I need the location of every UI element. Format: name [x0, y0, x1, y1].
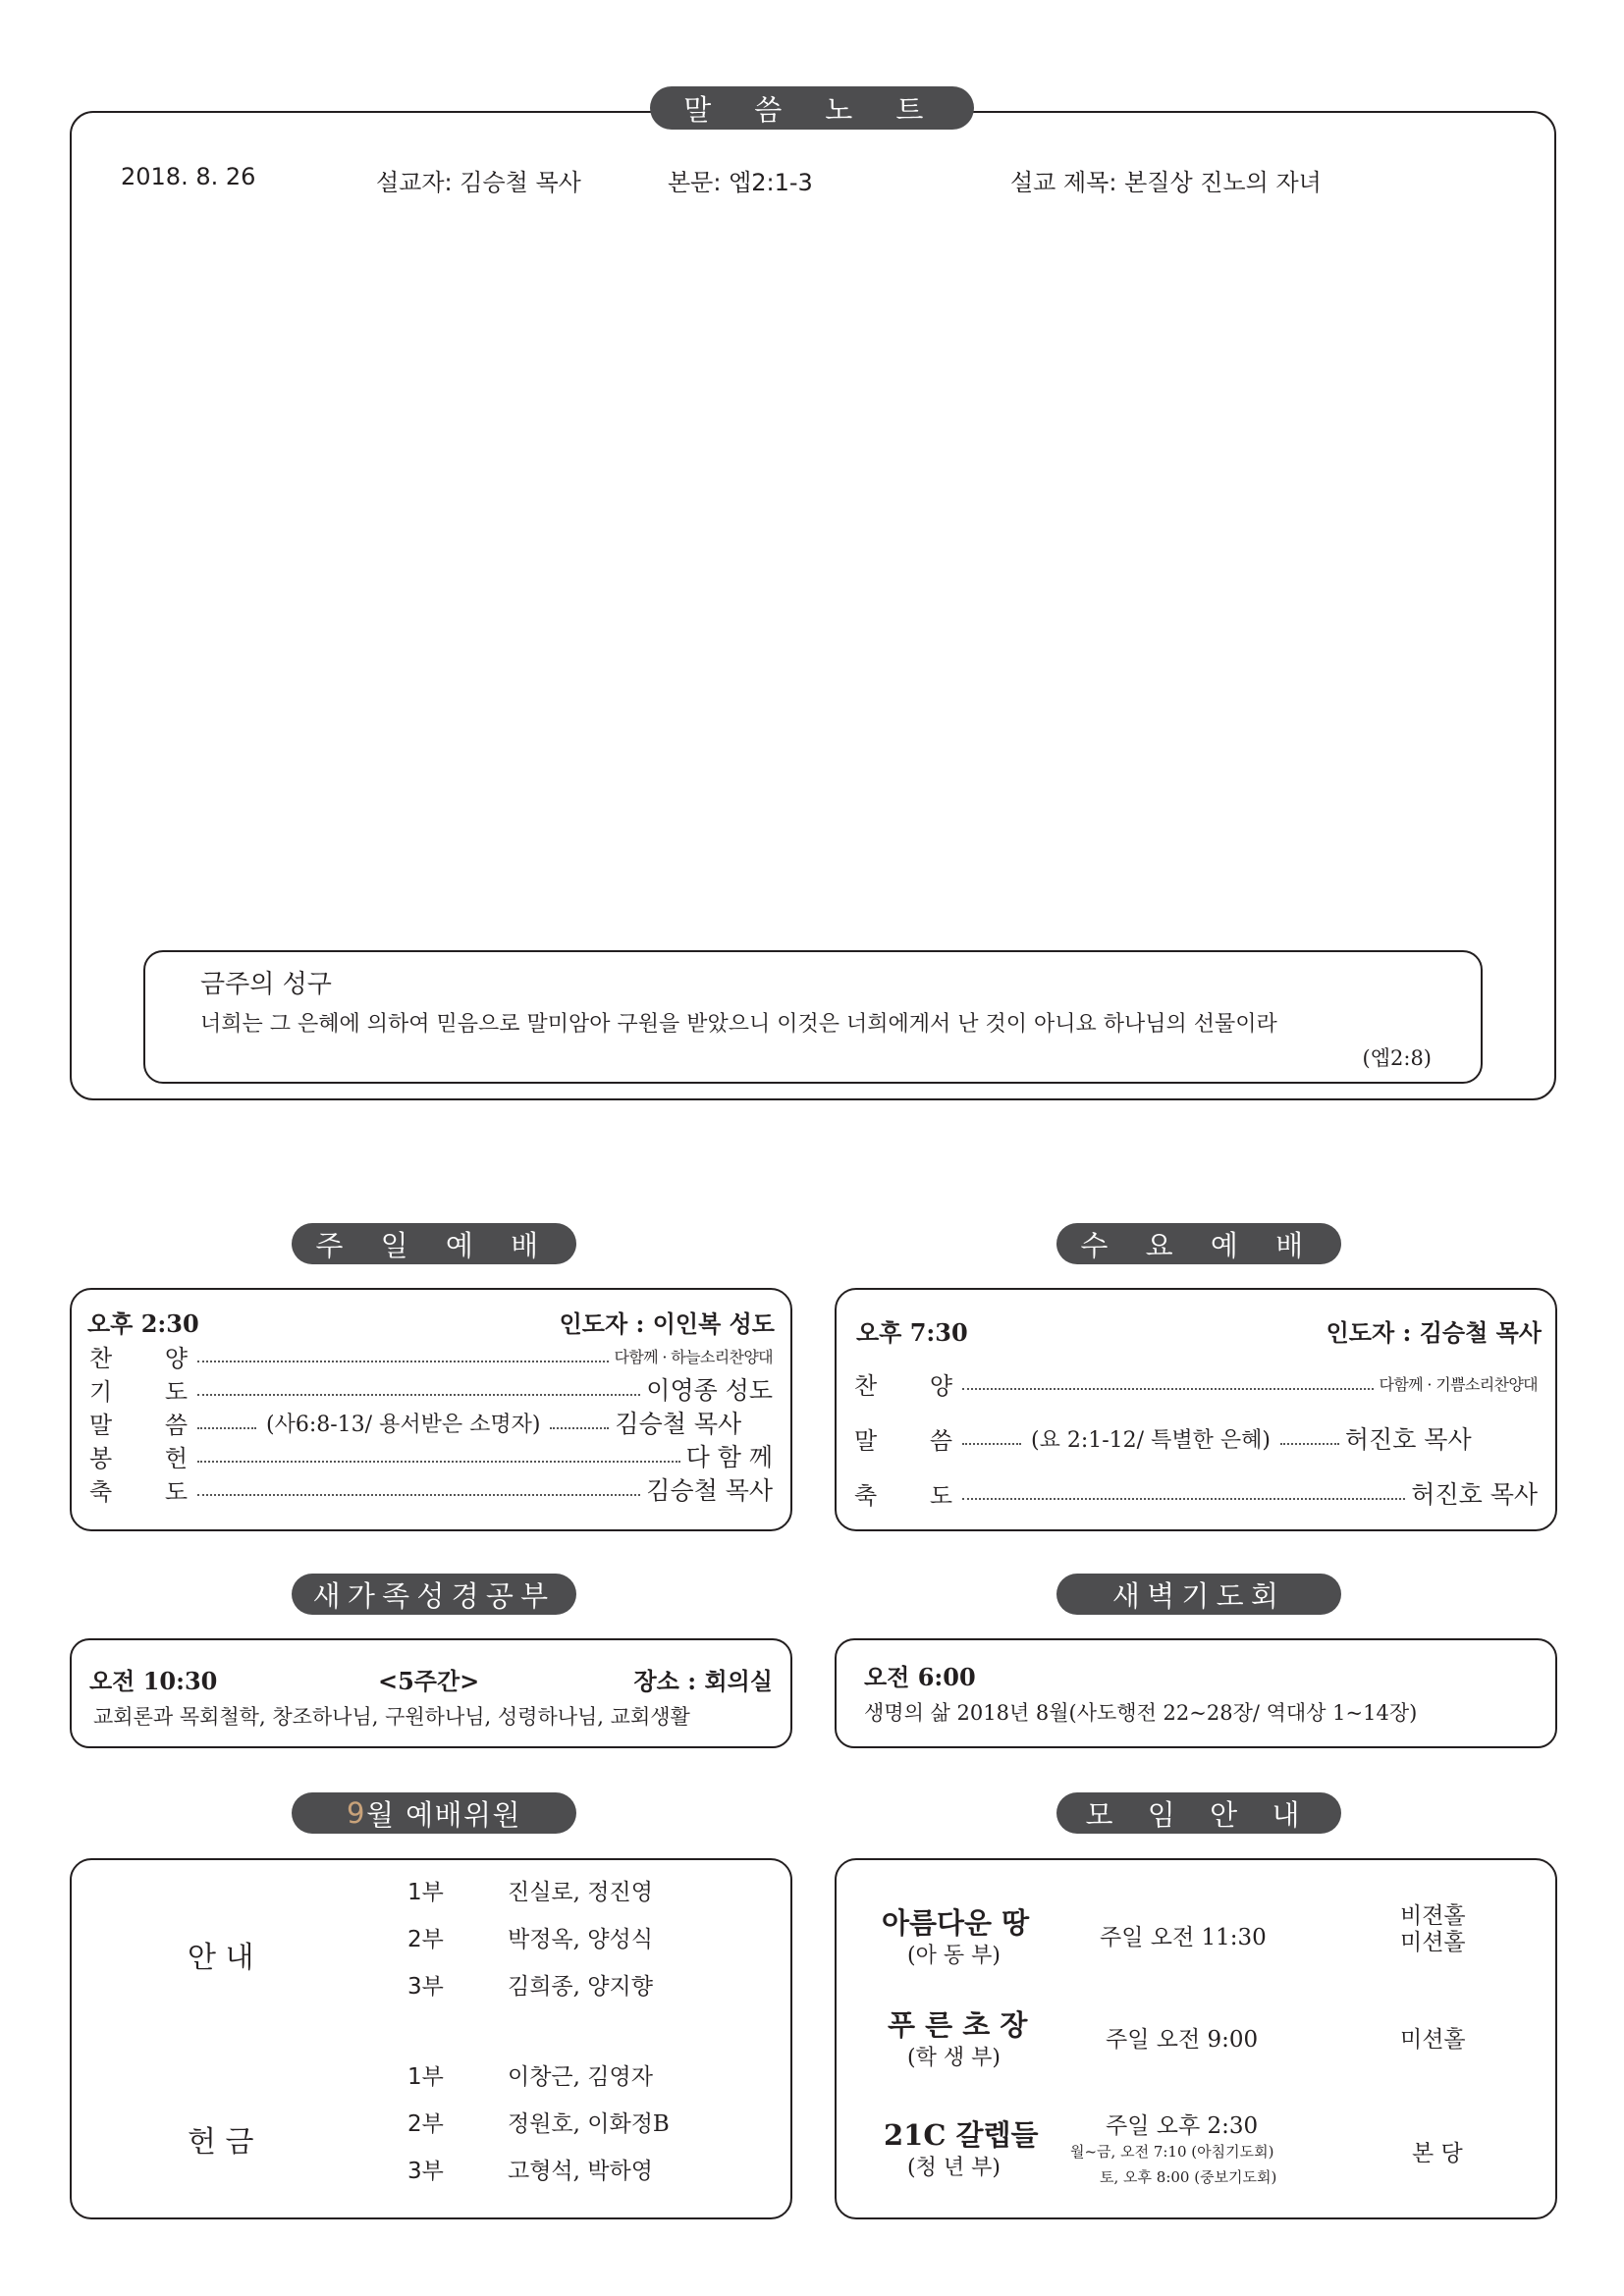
sermon-passage: 본문: 엡2:1-3	[668, 169, 813, 196]
service-row	[89, 1339, 773, 1372]
meeting-subtime: 토, 오후 8:00 (중보기도회)	[1100, 2168, 1277, 2186]
label-char: 축	[854, 1481, 878, 1510]
meeting-name: 아름다운 땅	[882, 1906, 1030, 1940]
service-row	[89, 1439, 773, 1472]
service-part: 2부	[407, 1927, 444, 1952]
meetings-title: 모 임 안 내	[1056, 1792, 1341, 1834]
service-row-passage: (요 2:1-12/ 특별한 은혜)	[1031, 1427, 1271, 1453]
service-row-label	[89, 1472, 191, 1507]
dot-leader	[197, 1461, 680, 1463]
service-row-label	[854, 1366, 956, 1401]
dot-leader	[962, 1388, 1374, 1390]
committee-names: 김희종, 양지향	[508, 1974, 653, 2000]
sermon-title: 설교 제목: 본질상 진노의 자녀	[1010, 169, 1322, 196]
meeting-dept: (학 생 부)	[907, 2046, 1001, 2070]
service-row-person: 허진호 목사	[1411, 1480, 1538, 1509]
service-row	[854, 1476, 1538, 1510]
sermon-note-title: 말 씀 노 트	[650, 86, 974, 130]
bible-study-place: 장소 : 회의실	[633, 1667, 773, 1695]
label-char: 도	[929, 1481, 952, 1510]
dawn-prayer-box	[835, 1638, 1557, 1748]
service-row	[89, 1406, 773, 1439]
dot-leader	[962, 1443, 1021, 1445]
label-char: 기	[89, 1377, 113, 1406]
bible-study-duration: <5주간>	[378, 1667, 480, 1695]
service-row-person: 다함께 · 하늘소리찬양대	[614, 1347, 773, 1366]
meeting-subtime: 월~금, 오전 7:10 (아침기도회)	[1070, 2143, 1274, 2161]
service-row	[854, 1366, 1538, 1400]
sermon-date: 2018. 8. 26	[121, 163, 256, 190]
wednesday-time: 오후 7:30	[856, 1318, 968, 1347]
meeting-time: 주일 오전 9:00	[1106, 2027, 1259, 2053]
bible-study-topics: 교회론과 목회철학, 창조하나님, 구원하나님, 성령하나님, 교회생활	[93, 1705, 690, 1729]
label-char: 씀	[164, 1411, 188, 1439]
dawn-prayer-title: 새벽기도회	[1056, 1574, 1341, 1615]
september-box	[70, 1858, 792, 2219]
meetings-box	[835, 1858, 1557, 2219]
wednesday-service-title: 수 요 예 배	[1056, 1223, 1341, 1264]
label-char: 헌	[164, 1444, 188, 1472]
service-row-person: 허진호 목사	[1344, 1425, 1472, 1454]
service-row-person: 다 함 께	[685, 1443, 773, 1471]
bible-study-time: 오전 10:30	[89, 1667, 218, 1695]
committee-names: 고형석, 박하영	[508, 2159, 653, 2184]
label-char: 봉	[89, 1444, 113, 1472]
dot-leader	[197, 1494, 640, 1496]
dot-leader	[962, 1498, 1405, 1500]
weekly-verse-box	[143, 950, 1483, 1084]
service-part: 1부	[407, 1880, 444, 1905]
meeting-time: 주일 오후 2:30	[1106, 2113, 1259, 2139]
service-row	[854, 1421, 1538, 1455]
service-row-person: 다함께 · 기쁨소리찬양대	[1379, 1374, 1538, 1394]
service-row-label	[89, 1372, 191, 1407]
bible-study-title: 새가족성경공부	[292, 1574, 576, 1615]
wednesday-service-box	[835, 1288, 1557, 1531]
committee-names: 이창근, 김영자	[508, 2064, 653, 2090]
label-char: 찬	[854, 1371, 878, 1400]
service-row-person: 이영종 성도	[646, 1376, 773, 1405]
sunday-time: 오후 2:30	[87, 1309, 199, 1338]
label-char: 양	[164, 1344, 188, 1372]
dawn-prayer-time: 오전 6:00	[864, 1663, 976, 1691]
september-title-num: 9	[347, 1796, 366, 1830]
label-char: 찬	[89, 1344, 113, 1372]
dot-leader	[197, 1361, 609, 1362]
dot-leader	[197, 1427, 256, 1429]
service-row	[89, 1372, 773, 1406]
label-char: 도	[164, 1477, 188, 1506]
meeting-place: 본 당	[1412, 2141, 1463, 2166]
usher-label: 안 내	[188, 1941, 254, 1975]
service-row-passage: (사6:8-13/ 용서받은 소명자)	[266, 1412, 541, 1437]
sunday-service-title: 주 일 예 배	[292, 1223, 576, 1264]
weekly-verse-text: 너희는 그 은혜에 의하여 믿음으로 말미암아 구원을 받았으니 이것은 너희에게서 난 것이 아니요 하나님의 선물이라	[200, 1012, 1277, 1037]
dot-leader	[550, 1427, 609, 1429]
service-row-label	[854, 1476, 956, 1511]
service-part: 3부	[407, 1974, 444, 2000]
meeting-time: 주일 오전 11:30	[1100, 1925, 1267, 1950]
label-char: 씀	[929, 1426, 952, 1455]
service-row	[89, 1472, 773, 1506]
sunday-leader: 인도자 : 이인복 성도	[559, 1309, 775, 1338]
service-part: 1부	[407, 2064, 444, 2090]
label-char: 축	[89, 1477, 113, 1506]
service-row-person: 김승철 목사	[646, 1476, 773, 1505]
service-row-person: 김승철 목사	[615, 1410, 742, 1438]
committee-names: 박정옥, 양성식	[508, 1927, 653, 1952]
meeting-dept: (아 동 부)	[907, 1944, 1001, 1968]
service-row-label	[89, 1339, 191, 1373]
committee-names: 진실로, 정진영	[508, 1880, 653, 1905]
label-char: 말	[854, 1426, 878, 1455]
september-title	[292, 1792, 576, 1834]
service-row-label	[854, 1421, 956, 1456]
label-char: 양	[929, 1371, 952, 1400]
bible-study-box	[70, 1638, 792, 1748]
meeting-place: 비젼홀 미션홀	[1400, 1903, 1466, 1955]
weekly-verse-ref: (엡2:8)	[1362, 1046, 1432, 1070]
label-char: 도	[164, 1377, 188, 1406]
dawn-prayer-text: 생명의 삶 2018년 8월(사도행전 22~28장/ 역대상 1~14장)	[864, 1701, 1418, 1725]
sunday-service-box	[70, 1288, 792, 1531]
sermon-preacher: 설교자: 김승철 목사	[376, 169, 581, 196]
wednesday-leader: 인도자 : 김승철 목사	[1326, 1318, 1542, 1347]
service-part: 3부	[407, 2159, 444, 2184]
meeting-name: 21C 갈렙들	[884, 2118, 1039, 2152]
service-part: 2부	[407, 2111, 444, 2137]
september-title-text: 월 예배위원	[365, 1797, 521, 1832]
meeting-name: 푸 른 초 장	[888, 2008, 1028, 2042]
meeting-dept: (청 년 부)	[907, 2156, 1001, 2180]
weekly-verse-heading: 금주의 성구	[200, 970, 332, 999]
meeting-place: 미션홀	[1400, 2027, 1466, 2053]
service-row-label	[89, 1406, 191, 1440]
committee-names: 정원호, 이화정B	[508, 2111, 670, 2137]
label-char: 말	[89, 1411, 113, 1439]
offering-label: 헌 금	[188, 2125, 254, 2160]
dot-leader	[197, 1394, 640, 1396]
service-row-label	[89, 1439, 191, 1473]
dot-leader	[1280, 1443, 1339, 1445]
